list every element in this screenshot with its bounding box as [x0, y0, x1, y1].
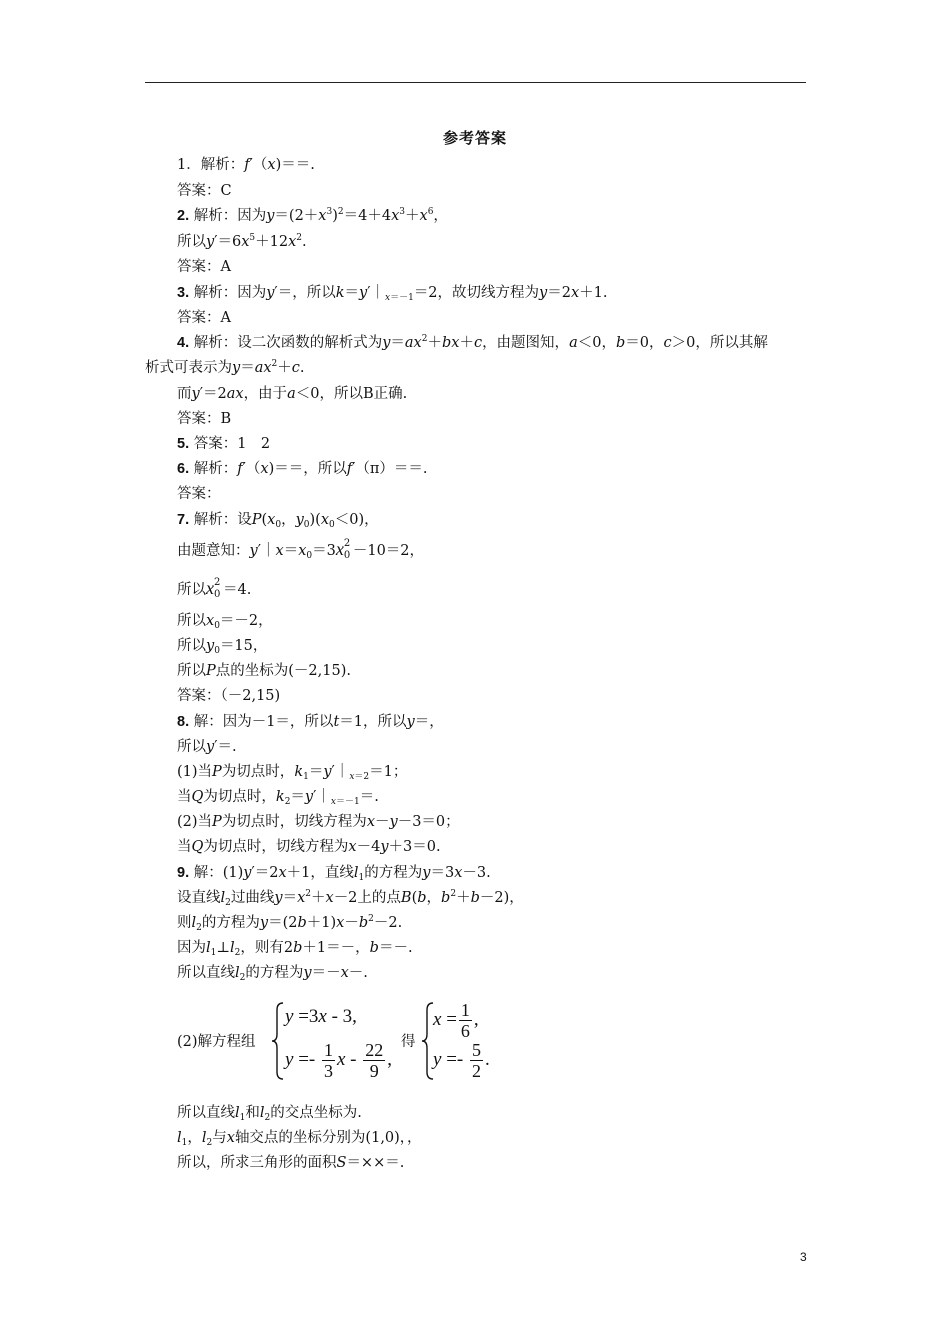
answer-9-l1: 9. 解：(1)y′＝2x＋1，直线$l_1$的方程为y＝3x－3.	[177, 865, 491, 883]
page-title: 参考答案	[442, 129, 507, 147]
answer-8-setup: 8. 解：因为－1＝，所以t＝1，所以y＝，	[177, 714, 444, 730]
q-number: 4.	[177, 335, 190, 351]
text: 所以	[177, 234, 206, 250]
text: 所以，所求三角形的面积	[177, 1155, 337, 1171]
answer-7-condition: 由题意知：$y'|x=x_0=3x$ 2 0 －10＝2，	[177, 538, 425, 561]
answer-2-derivative: 所以$y'=6x^5+12x^2$.	[177, 233, 307, 250]
answer-6-analysis: 6. 解析：f′（x)＝＝，所以f′（π）＝＝.	[177, 461, 428, 477]
q-number: 9.	[177, 865, 190, 881]
answer-7-y0: 所以$y_0=15$，	[177, 638, 268, 656]
answer-4-derivative: 而y′＝2ax，由于a＜0，所以B正确.	[177, 386, 408, 402]
text: 答案：1 2	[193, 436, 271, 452]
answer-9-intersection: 所以直线$l_1$和$l_2$的交点坐标为.	[177, 1105, 362, 1123]
header-rule	[145, 82, 806, 83]
answer-3-analysis: 3. 解析：因为y′＝，所以$k=y'|_{x=-1}=2$，故切线方程为y＝2x＋1.	[177, 285, 608, 303]
answer-4-analysis: 4. 解析：设二次函数的解析式为$y=ax^2+bx+c$，由题图知，a＜0，b＝0，c＞0，所以其解	[177, 334, 768, 351]
answer-9-axis-points: $l_1$，$l_2$与x轴交点的坐标分别为(1,0)，，	[177, 1130, 422, 1148]
equation-system	[177, 1000, 577, 1080]
answer-8-k2: 当Q为切点时，$k_2=y'|_{x=-1}=$.	[177, 789, 379, 807]
answer-1-result: 答案：C	[177, 183, 232, 199]
q-number: 8.	[177, 714, 190, 730]
page-number: 3	[800, 1250, 807, 1264]
answer-7-point: 所以P点的坐标为(－2,15).	[177, 663, 351, 679]
left-brace-icon	[271, 1002, 285, 1080]
answer-4-cont: 析式可表示为$y=ax^2+c$.	[145, 359, 305, 376]
text: 解析：因为	[193, 208, 267, 224]
solution-y: y =- $\frac{5}{2}$ .	[433, 1040, 490, 1081]
answer-9-l2-eq: 则$l_2$的方程为$y=(2b+1)x-b^2-2$.	[177, 914, 403, 933]
answer-7-x0: 所以$x_0=-2$，	[177, 613, 273, 631]
q-number: 5.	[177, 436, 190, 452]
answer-8-tangent-p: (2)当P为切点时，切线方程为x－y－3＝0；	[177, 814, 460, 830]
answer-1-analysis: 1．解析：f′（x)＝＝.	[177, 157, 315, 173]
q-number: 6.	[177, 461, 190, 477]
answer-9-perp: 因为$l_1\perp l_2$，则有2b＋1＝－，b＝－.	[177, 940, 413, 958]
answer-8-tangent-q: 当Q为切点时，切线方程为x－4y＋3＝0.	[177, 839, 441, 855]
text: 所以直线	[177, 1105, 235, 1121]
system-eq-2: y =- $\frac{1}{3}$ x - $\frac{22}{9}$ ,	[285, 1040, 392, 1081]
text: 轴交点的坐标分别为(1,0)，，	[234, 1130, 422, 1146]
answer-8-k1: (1)当P为切点时，$k_1=y'|_{x=2}=1$；	[177, 764, 408, 782]
system-label: (2)解方程组	[177, 1034, 256, 1050]
answer-8-derivative: 所以y′＝.	[177, 739, 237, 755]
system-de: 得	[401, 1034, 416, 1050]
answer-4-result: 答案：B	[177, 411, 232, 427]
answer-9-l2-final: 所以直线$l_2$的方程为y＝－x－.	[177, 965, 368, 983]
q-number: 7.	[177, 512, 190, 528]
system-eq-1: y =3x - 3,	[285, 1006, 357, 1027]
answer-7-square: 所以x 2 0 ＝4.	[177, 577, 252, 600]
answer-3-result: 答案：A	[177, 310, 231, 326]
answer-5	[177, 434, 270, 454]
solution-x: x = $\frac{1}{6}$ ,	[433, 1000, 479, 1041]
q-number: 2.	[177, 208, 190, 224]
answer-6-result: 答案：	[177, 486, 221, 502]
answer-9-area: 所以，所求三角形的面积S＝××＝.	[177, 1155, 405, 1171]
answer-9-l2-point: 设直线$l_2$过曲线$y=x^2+x-2$上的点B(b，$b^2+b-2$)，	[177, 889, 524, 908]
answer-7-setup: 7. 解析：设$P(x_0$，$y_0)(x_0<0)$，	[177, 512, 379, 530]
answer-7-result: 答案：（－2,15)	[177, 688, 281, 704]
q-number: 3.	[177, 285, 190, 301]
answer-2-analysis: 2. 解析：因为$y=(2+x^3)^2=4+4x^3+x^6$，	[177, 207, 448, 224]
text: 析式可表示为	[145, 360, 232, 376]
answer-2-result: 答案：A	[177, 259, 231, 275]
